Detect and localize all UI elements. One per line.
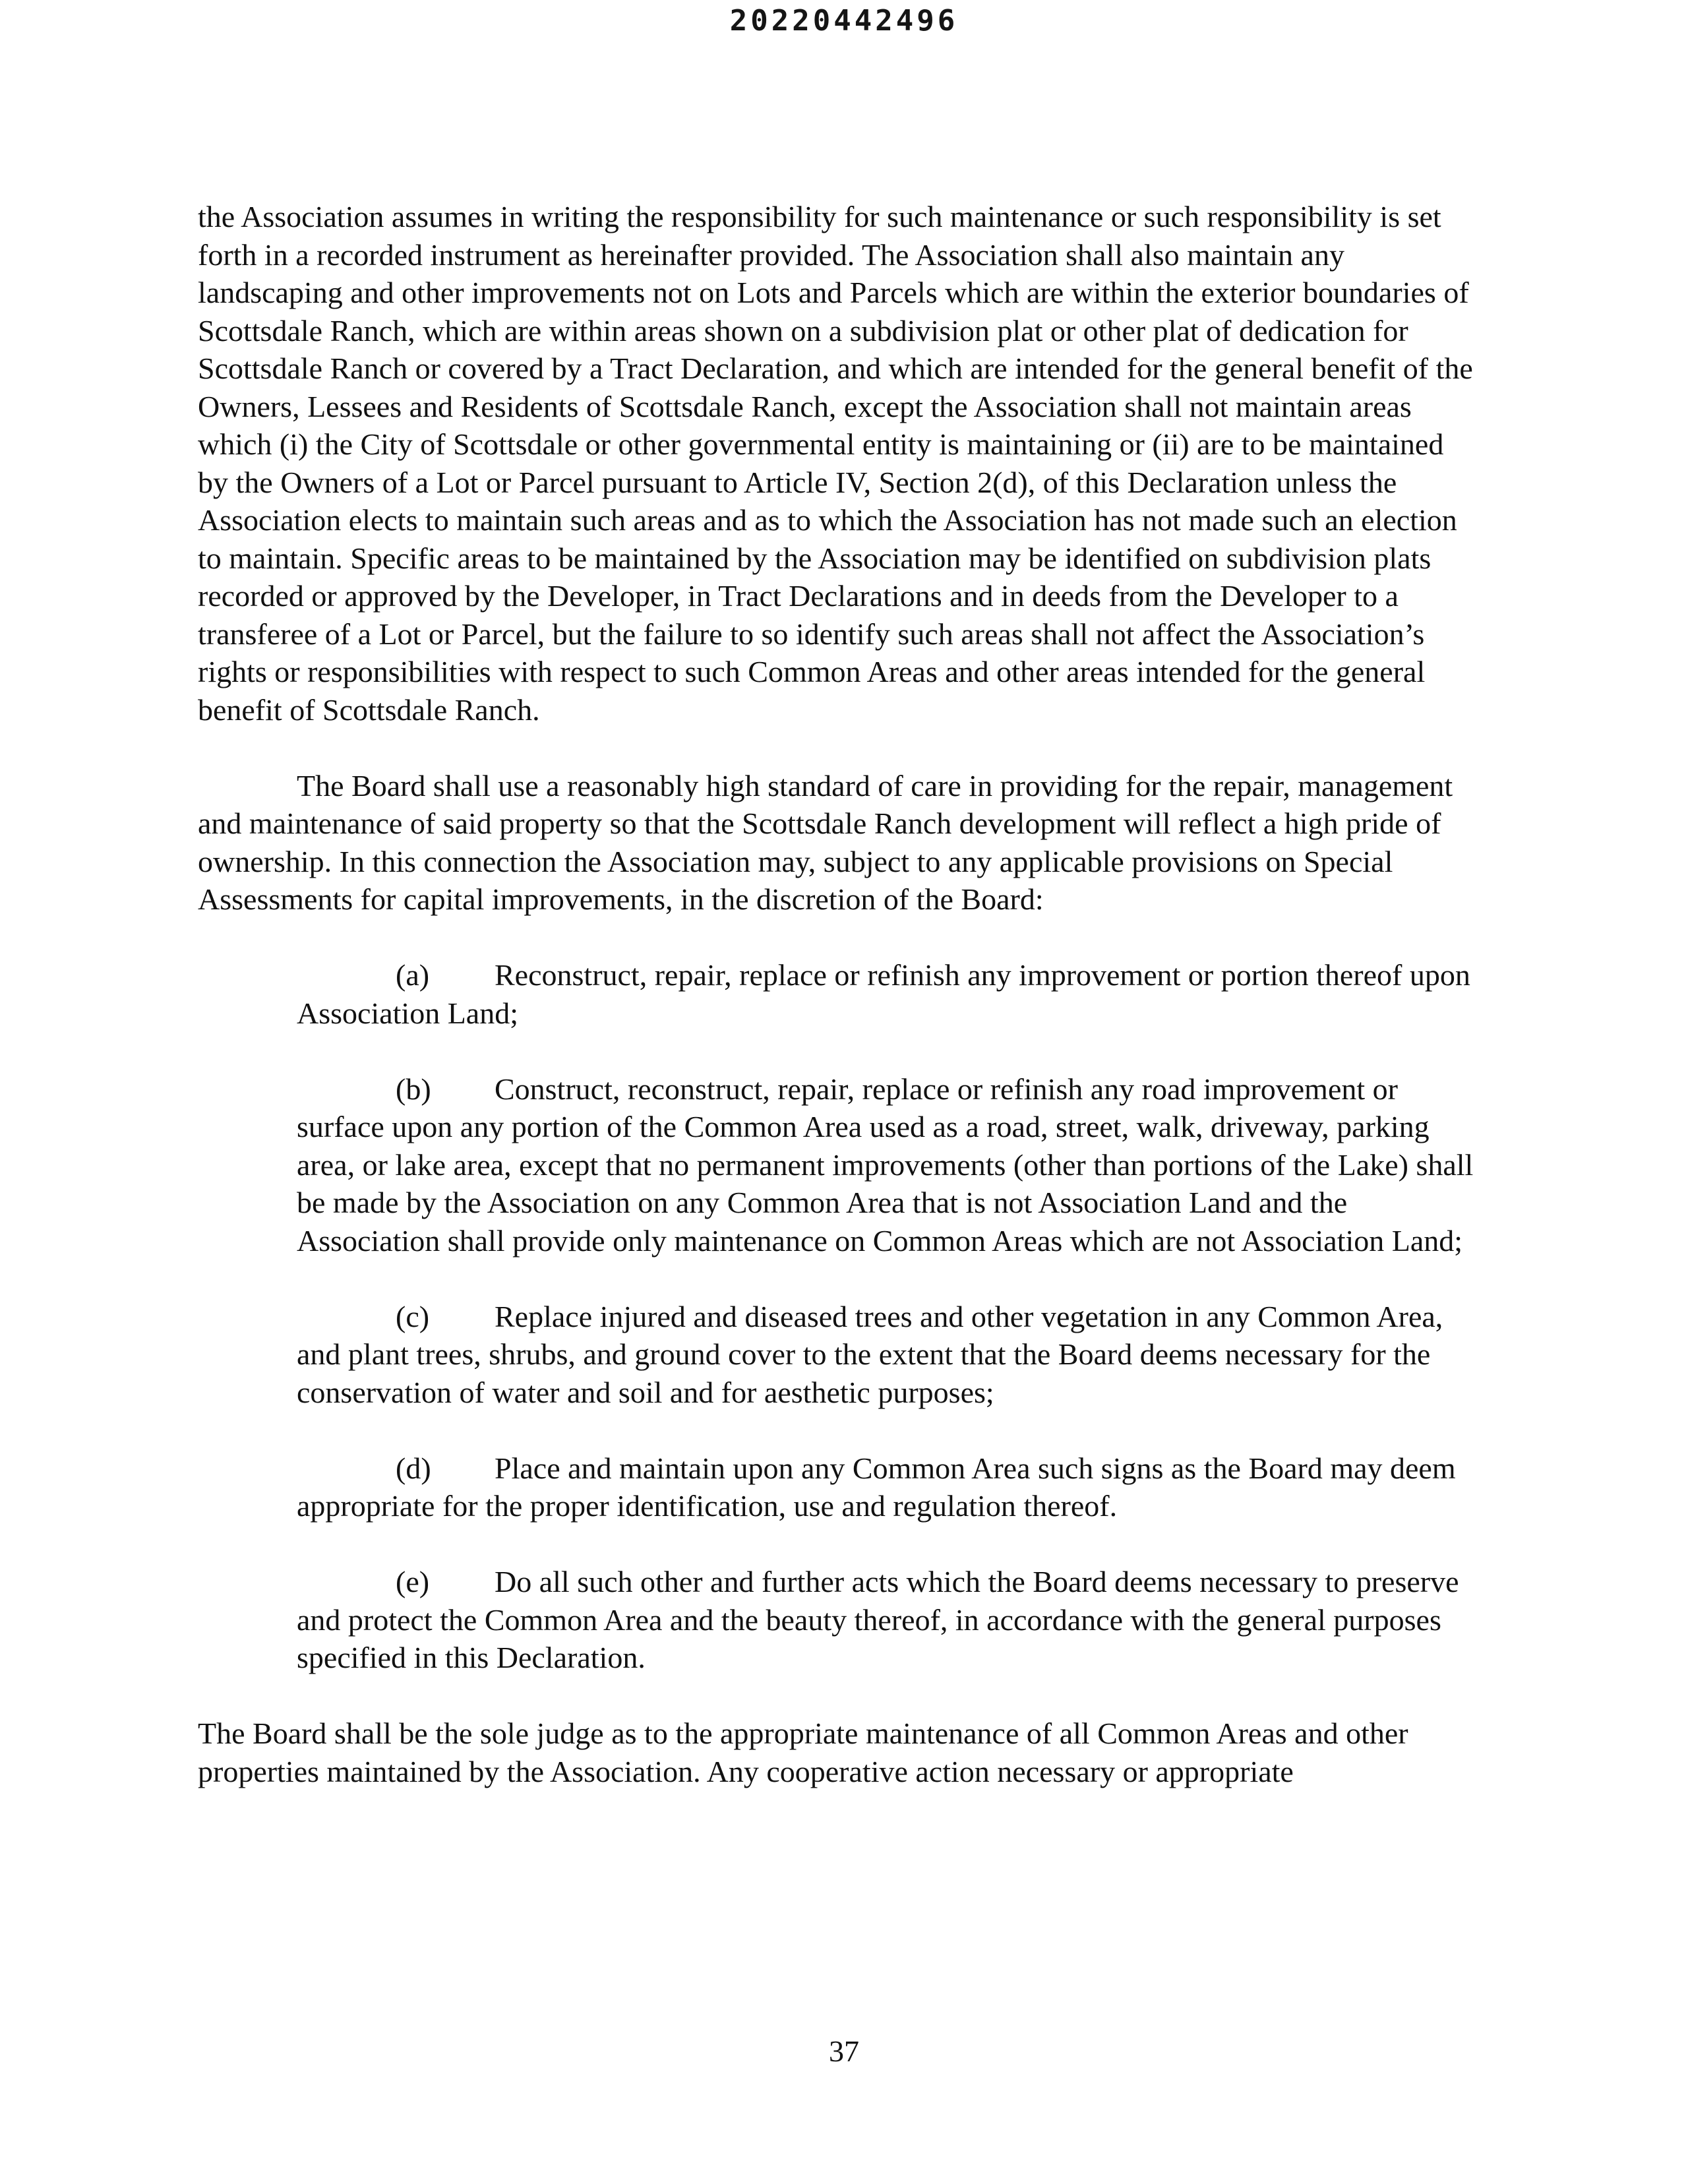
- document-body: [198, 198, 1480, 1829]
- page-number: 37: [829, 2034, 859, 2068]
- item-text: Reconstruct, repair, replace or refinish any improvement or portion thereof upon Association Land;: [297, 958, 1470, 1030]
- item-letter: (d): [396, 1451, 431, 1485]
- list-item-b: [297, 1070, 1480, 1260]
- list-item-a: [297, 956, 1480, 1032]
- list-item-c: [297, 1298, 1480, 1412]
- continued-paragraph: the Association assumes in writing the responsibility for such maintenance or such responsibility is set forth in a recorded instrument as hereinafter provided. The Association shall also maintain any landscaping and other improvements not on Lots and Parcels which are within the exterior boundaries of Scottsdale Ranch, which are within areas shown on a subdivision plat or other plat of dedication for Scottsdale Ranch or covered by a Tract Declaration, and which are intended for the general benefit of the Owners, Lessees and Residents of Scottsdale Ranch, except the Association shall not maintain areas which (i) the City of Scottsdale or other governmental entity is maintaining or (ii) are to be maintained by the Owners of a Lot or Parcel pursuant to Article IV, Section 2(d), of this Declaration unless the Association elects to maintain such areas and as to which the Association has not made such an election to maintain. Specific areas to be maintained by the Association may be identified on subdivision plats recorded or approved by the Developer, in Tract Declarations and in deeds from the Developer to a transferee of a Lot or Parcel, but the failure to so identify such areas shall not affect the Association’s rights or responsibilities with respect to such Common Areas and other areas intended for the general benefit of Scottsdale Ranch.: [198, 200, 1473, 727]
- item-letter: (c): [396, 1299, 430, 1333]
- recording-number: 20220442496: [729, 4, 959, 38]
- item-text: Place and maintain upon any Common Area such signs as the Board may deem appropriate for the proper identification, use and regulation thereof.: [297, 1451, 1456, 1523]
- item-letter: (e): [396, 1565, 430, 1598]
- list-item-d: [297, 1449, 1480, 1525]
- item-text: Construct, reconstruct, repair, replace or refinish any road improvement or surface upon any portion of the Common Area used as a road, street, walk, driveway, parking area, or lake area, except that no permanent improvements (other than portions of the Lake) shall be made by the Association on any Common Area that is not Association Land and the Association shall provide only maintenance on Common Areas which are not Association Land;: [297, 1072, 1474, 1258]
- item-letter: (a): [396, 958, 430, 992]
- item-text: Replace injured and diseased trees and other vegetation in any Common Area, and plant trees, shrubs, and ground cover to the extent that the Board deems necessary for the conservation of water and soil and for aesthetic purposes;: [297, 1299, 1443, 1409]
- board-care-paragraph: The Board shall use a reasonably high standard of care in providing for the repair, management and maintenance of said property so that the Scottsdale Ranch development will reflect a high pride of ownership. In this connection the Association may, subject to any applicable provisions on Special Assessments for capital improvements, in the discretion of the Board:: [198, 768, 1453, 916]
- item-letter: (b): [396, 1072, 431, 1106]
- item-text: Do all such other and further acts which the Board deems necessary to preserve and protect the Common Area and the beauty thereof, in accordance with the general purposes specified in this Declaration.: [297, 1565, 1459, 1674]
- list-item-e: [297, 1563, 1480, 1677]
- sole-judge-paragraph: The Board shall be the sole judge as to the appropriate maintenance of all Common Areas and other properties maintained by the Association. Any cooperative action necessary or appropriate: [198, 1716, 1408, 1788]
